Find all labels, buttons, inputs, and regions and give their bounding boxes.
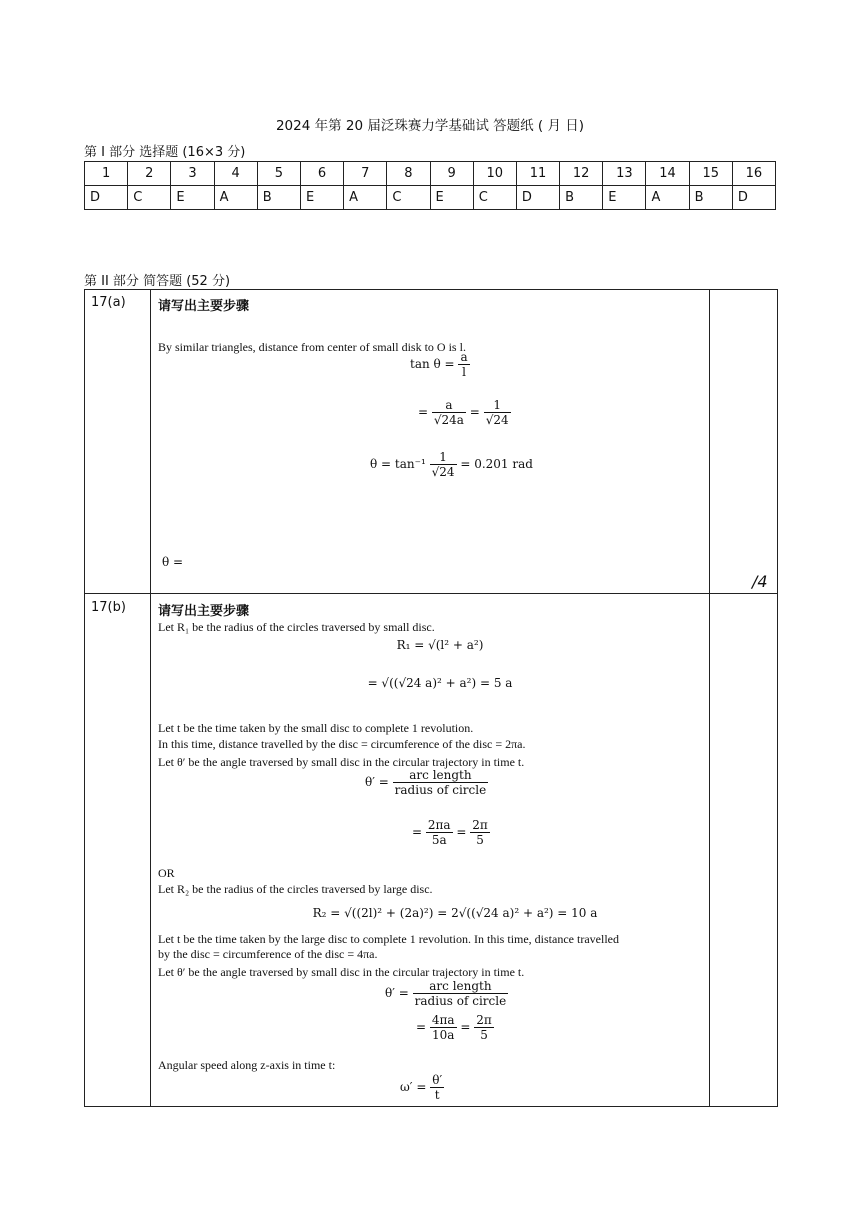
fraction bbox=[430, 1013, 457, 1042]
question-number-17b: 17(b) bbox=[91, 600, 126, 615]
equation-lhs: θ′ = bbox=[385, 986, 409, 1000]
fraction-denominator: √24a bbox=[433, 413, 464, 427]
fraction-numerator: a bbox=[460, 350, 468, 364]
fraction-denominator: radius of circle bbox=[414, 994, 507, 1008]
fraction bbox=[430, 1073, 444, 1102]
equation-omega bbox=[400, 1073, 500, 1102]
fraction bbox=[484, 398, 511, 427]
equation-r2: R₂ = √((2l)² + (2a)²) = 2√((√24 a)² + a²) = 10 a bbox=[312, 906, 598, 920]
mc-number: 4 bbox=[214, 162, 257, 186]
solution-line: Let t be the time taken by the small disc to complete 1 revolution. bbox=[158, 721, 474, 735]
mc-number: 8 bbox=[387, 162, 430, 186]
equation-tan-theta bbox=[410, 350, 510, 379]
fraction bbox=[470, 818, 490, 847]
mc-number: 14 bbox=[646, 162, 689, 186]
equation-lhs: θ′ = bbox=[365, 775, 389, 789]
fraction-numerator: 2π bbox=[476, 1013, 492, 1027]
solution-line: In this time, distance travelled by the disc = circumference of the disc = 2πa. bbox=[158, 737, 526, 751]
mc-answer: E bbox=[171, 186, 214, 210]
fraction bbox=[474, 1013, 494, 1042]
fraction-denominator: √24 bbox=[431, 465, 455, 479]
fraction bbox=[458, 350, 469, 379]
solution-line: Let θ′ be the angle traversed by small disc in the circular trajectory in time t. bbox=[158, 755, 525, 769]
equals-sign: = bbox=[460, 1020, 471, 1034]
equation-lhs: tan θ = bbox=[410, 357, 455, 371]
fraction bbox=[432, 398, 466, 427]
fraction-denominator: √24 bbox=[485, 413, 509, 427]
mc-answer: A bbox=[344, 186, 387, 210]
equation-theta-prime bbox=[365, 768, 525, 797]
equals-sign: = bbox=[412, 825, 423, 839]
mc-answer: E bbox=[430, 186, 473, 210]
equation-rhs: = 0.201 rad bbox=[460, 457, 533, 471]
fraction-numerator: θ′ bbox=[432, 1073, 443, 1087]
part2-label: 第 II 部分 简答题 (52 分) bbox=[84, 274, 231, 289]
mc-answer: C bbox=[128, 186, 171, 210]
fraction-numerator: a bbox=[445, 398, 453, 412]
marks-17a: /4 bbox=[752, 572, 768, 591]
mc-answer: D bbox=[732, 186, 775, 210]
equation-r1-value: = √((√24 a)² + a²) = 5 a bbox=[367, 676, 513, 690]
fraction-numerator: 2πa bbox=[427, 818, 451, 832]
fraction-denominator: 5 bbox=[474, 1027, 494, 1042]
equals-sign: = bbox=[418, 405, 429, 419]
equation-tan-value bbox=[418, 398, 528, 427]
mc-answer: C bbox=[473, 186, 516, 210]
fraction bbox=[413, 979, 509, 1008]
mc-answer: D bbox=[85, 186, 128, 210]
steps-header-17b: 请写出主要步骤 bbox=[158, 604, 250, 619]
equation-r1: R₁ = √(l² + a²) bbox=[396, 638, 484, 652]
solution-line: Let θ′ be the angle traversed by small disc in the circular trajectory in time t. bbox=[158, 965, 525, 979]
mc-number: 13 bbox=[603, 162, 646, 186]
fraction-denominator: l bbox=[458, 364, 469, 379]
mc-answer: E bbox=[300, 186, 343, 210]
solution-line: Let t be the time taken by the large disc to complete 1 revolution. In this time, distance travelled bbox=[158, 932, 619, 946]
column-divider bbox=[150, 289, 151, 1106]
equation-theta-prime-value bbox=[412, 818, 522, 847]
solution-line: By similar triangles, distance from center of small disk to O is l. bbox=[158, 340, 466, 354]
mc-answer-row bbox=[85, 186, 776, 210]
equals-sign: = bbox=[456, 825, 467, 839]
or-label: OR bbox=[158, 866, 175, 880]
equation-theta-value bbox=[370, 450, 570, 479]
fraction-denominator: 10a bbox=[430, 1027, 457, 1042]
mc-number: 16 bbox=[732, 162, 775, 186]
mc-number: 9 bbox=[430, 162, 473, 186]
fraction-denominator: 5 bbox=[470, 832, 490, 847]
mc-answer-table bbox=[84, 161, 776, 210]
equals-sign: = bbox=[416, 1020, 427, 1034]
mc-number: 15 bbox=[689, 162, 732, 186]
fraction bbox=[430, 450, 457, 479]
column-divider bbox=[709, 289, 710, 1106]
mc-number: 7 bbox=[344, 162, 387, 186]
mc-answer: D bbox=[516, 186, 559, 210]
solution-line: Let R₂ be the radius of the circles traversed by large disc. bbox=[158, 882, 433, 896]
mc-number: 11 bbox=[516, 162, 559, 186]
fraction bbox=[426, 818, 453, 847]
mc-answer: C bbox=[387, 186, 430, 210]
mc-answer: A bbox=[646, 186, 689, 210]
mc-answer: B bbox=[689, 186, 732, 210]
answer-label-theta: θ = bbox=[162, 555, 184, 569]
fraction-numerator: 1 bbox=[439, 450, 447, 464]
mc-answer: A bbox=[214, 186, 257, 210]
mc-number: 6 bbox=[300, 162, 343, 186]
equation-theta-prime-alt-value bbox=[416, 1013, 526, 1042]
mc-number-row bbox=[85, 162, 776, 186]
solution-line: Let R₁ be the radius of the circles traversed by small disc. bbox=[158, 620, 435, 634]
part1-label: 第 I 部分 选择题 (16×3 分) bbox=[84, 145, 246, 160]
mc-number: 1 bbox=[85, 162, 128, 186]
solution-line: Angular speed along z-axis in time t: bbox=[158, 1058, 336, 1072]
mc-number: 10 bbox=[473, 162, 516, 186]
question-number-17a: 17(a) bbox=[91, 295, 126, 310]
mc-answer: B bbox=[560, 186, 603, 210]
equation-lhs: θ = tan⁻¹ bbox=[370, 457, 426, 471]
solution-line: by the disc = circumference of the disc = 4πa. bbox=[158, 947, 378, 961]
fraction-numerator: 4πa bbox=[431, 1013, 455, 1027]
mc-number: 12 bbox=[560, 162, 603, 186]
mc-number: 5 bbox=[257, 162, 300, 186]
equation-theta-prime-alt bbox=[385, 979, 545, 1008]
fraction-denominator: radius of circle bbox=[394, 783, 487, 797]
fraction-denominator: t bbox=[430, 1087, 444, 1102]
equation-lhs: ω′ = bbox=[400, 1080, 427, 1094]
fraction-numerator: arc length bbox=[429, 979, 492, 993]
fraction-numerator: arc length bbox=[409, 768, 472, 782]
mc-answer: B bbox=[257, 186, 300, 210]
mc-number: 3 bbox=[171, 162, 214, 186]
mc-answer: E bbox=[603, 186, 646, 210]
fraction-denominator: 5a bbox=[426, 832, 453, 847]
equals-sign: = bbox=[469, 405, 480, 419]
fraction bbox=[393, 768, 489, 797]
mc-number: 2 bbox=[128, 162, 171, 186]
fraction-numerator: 1 bbox=[493, 398, 501, 412]
fraction-numerator: 2π bbox=[472, 818, 488, 832]
page-title: 2024 年第 20 届泛珠赛力学基础试 答题纸 ( 月 日) bbox=[275, 118, 585, 134]
steps-header-17a: 请写出主要步骤 bbox=[158, 299, 250, 314]
row-divider bbox=[84, 593, 777, 594]
